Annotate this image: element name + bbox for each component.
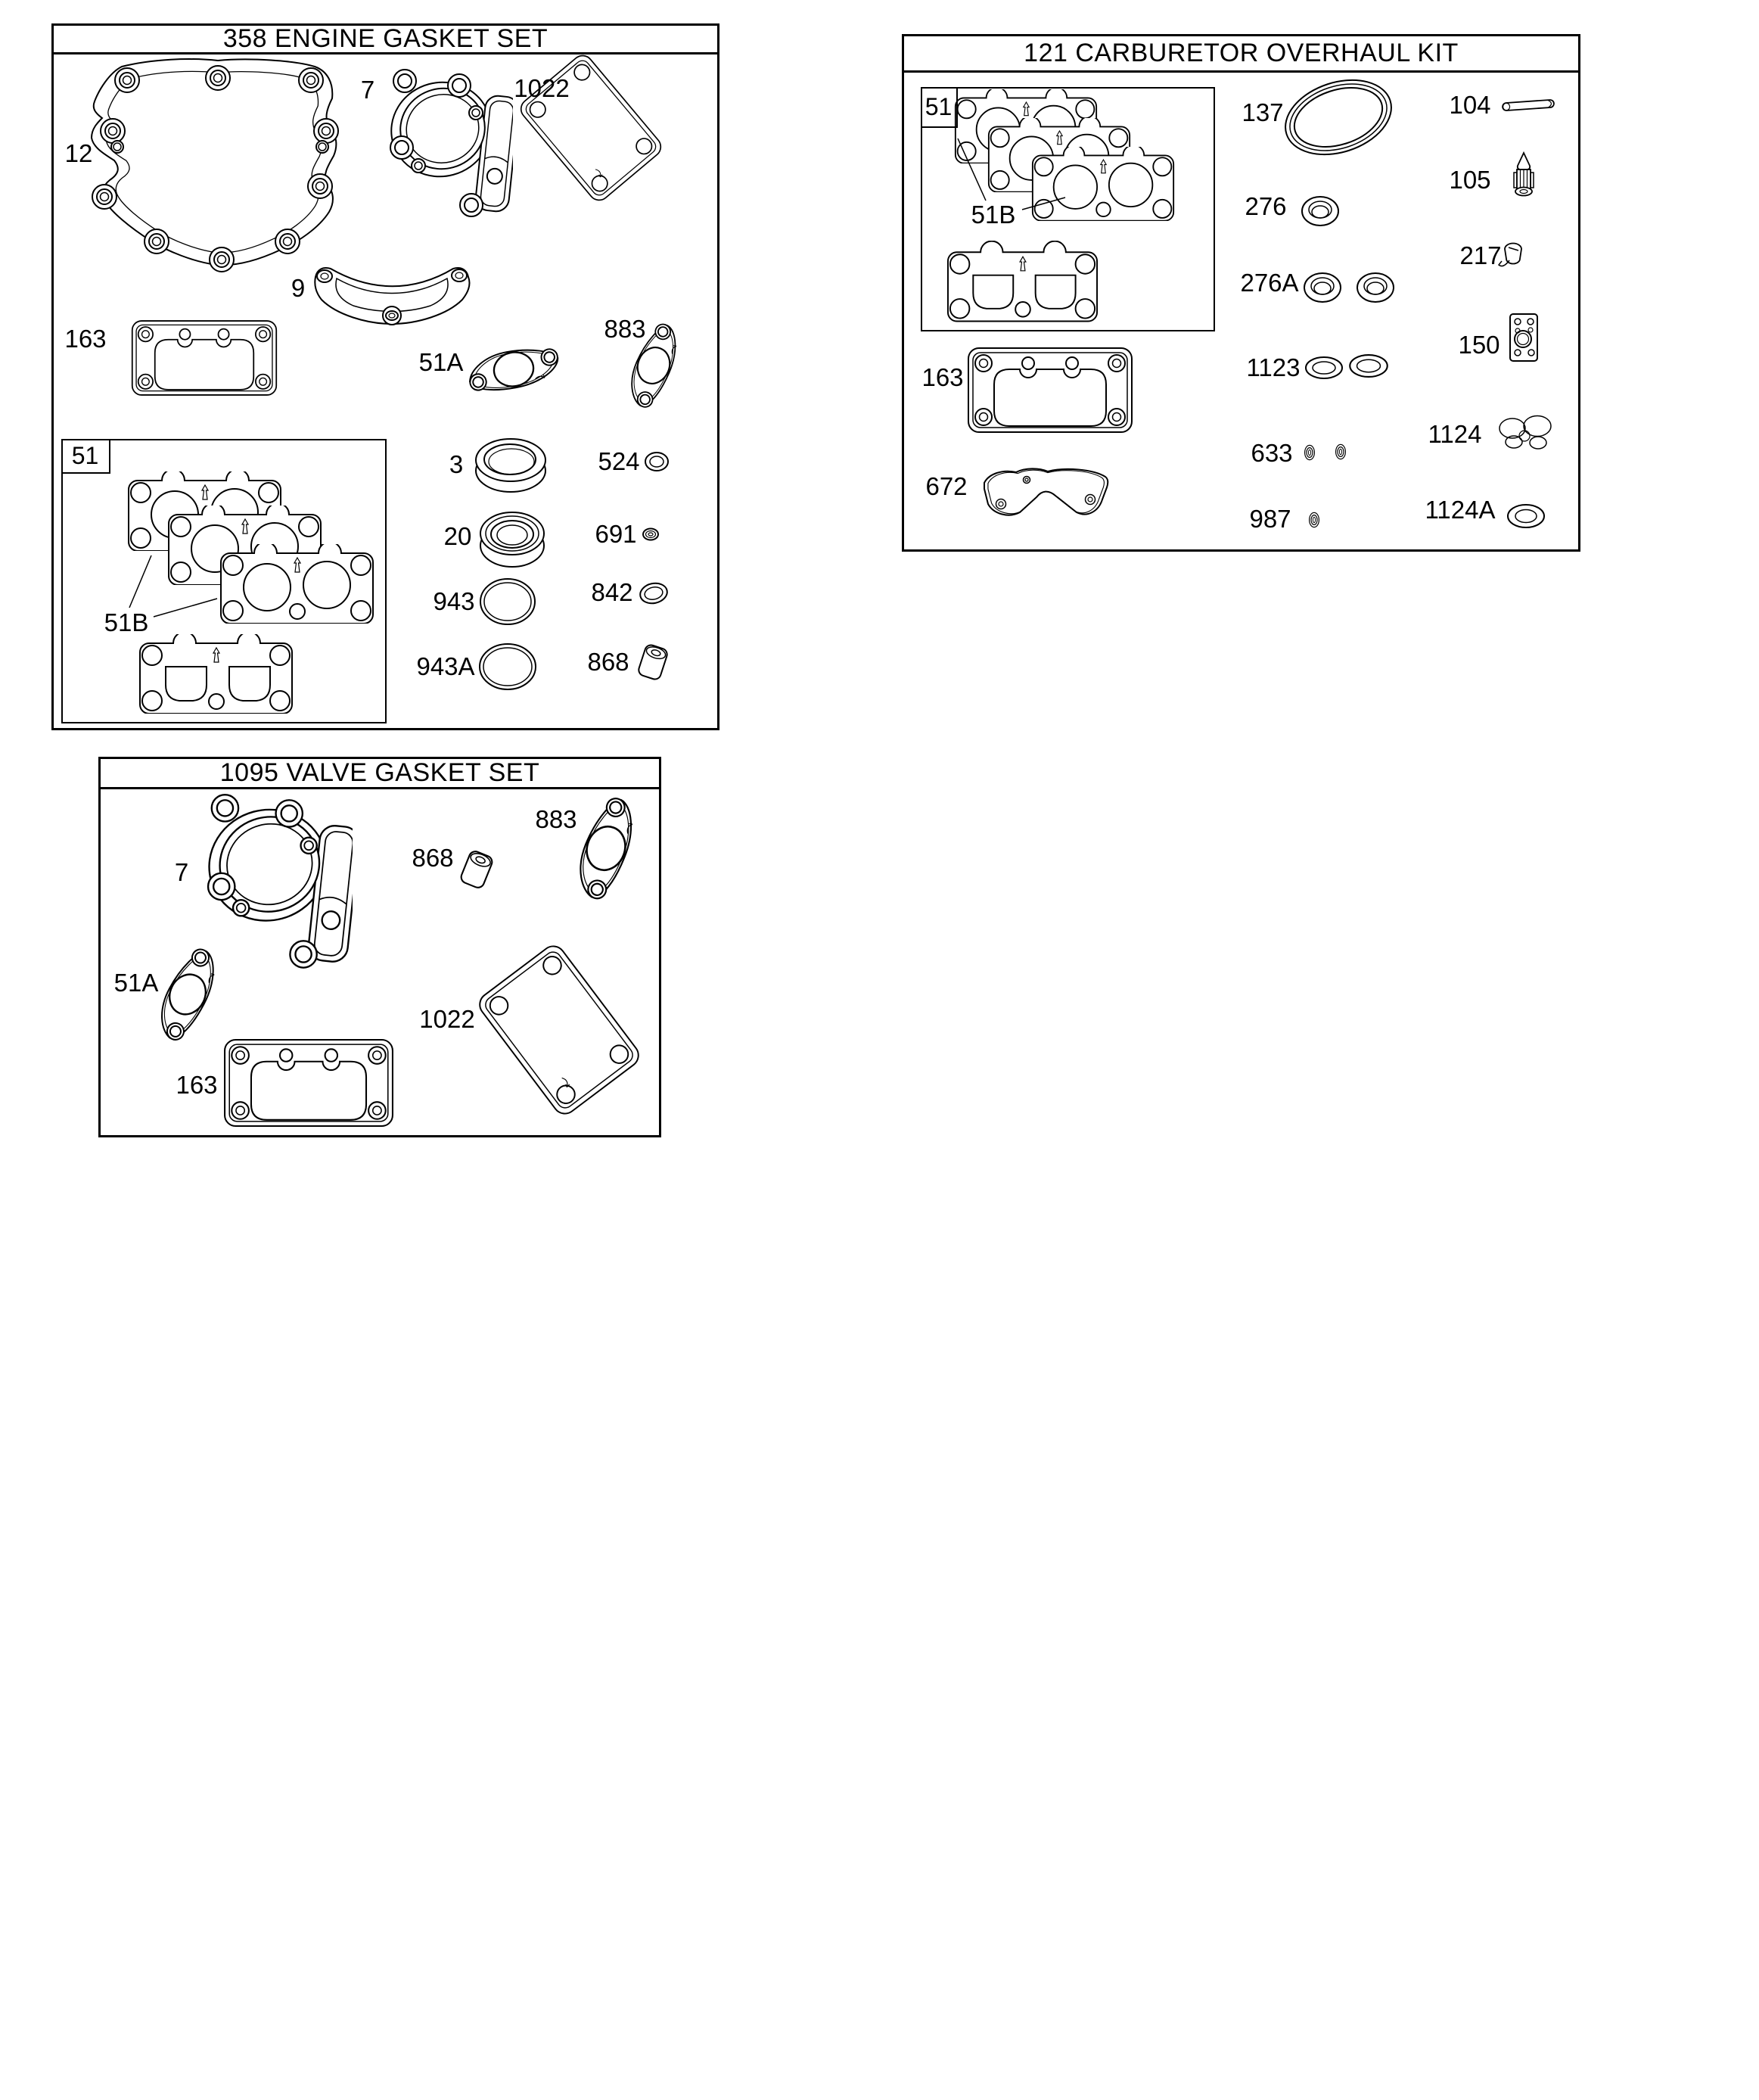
bushing-868-drawing [459, 850, 494, 890]
part-label-51A: 51A [113, 969, 159, 997]
exhaust-flange-51A-drawing [150, 944, 225, 1044]
part-label-883: 883 [604, 315, 646, 343]
pump-gasket-150-drawing [1510, 314, 1537, 361]
part-label-163: 163 [64, 325, 107, 353]
part-label-1124: 1124 [1428, 420, 1482, 448]
crankcase-gasket-drawing [92, 59, 338, 272]
oring-943-drawing [480, 579, 535, 624]
part-label-217: 217 [1459, 241, 1502, 269]
part-label-633: 633 [1251, 439, 1293, 467]
part-label-163: 163 [921, 363, 964, 391]
oring-943A-drawing [480, 644, 536, 689]
seals-276A-drawing [1304, 273, 1394, 302]
part-label-691: 691 [595, 520, 637, 548]
part-label-672: 672 [925, 472, 968, 500]
rocker-cover-gasket-drawing [475, 941, 643, 1118]
float-pin-104-drawing [1503, 100, 1555, 111]
grommets-633-drawing [1305, 444, 1346, 459]
seal-3-drawing [476, 439, 545, 492]
valve-cover-gasket-drawing [968, 348, 1132, 432]
carburetor-overhaul-kit-panel [902, 34, 1580, 552]
part-label-51: 51 [925, 92, 953, 120]
exhaust-flange-883-drawing [570, 794, 643, 903]
part-label-163: 163 [176, 1071, 218, 1099]
valve-cover-gasket-drawing [225, 1040, 393, 1126]
part-label-9: 9 [291, 274, 306, 302]
part-label-276A: 276A [1240, 269, 1299, 297]
part-label-1124A: 1124A [1425, 496, 1496, 524]
part-label-1022: 1022 [419, 1005, 475, 1033]
part-label-51A: 51A [418, 348, 464, 376]
ring-524-drawing [645, 453, 668, 471]
part-label-1022: 1022 [514, 74, 570, 102]
ring-842-drawing [639, 581, 670, 606]
head-gasket-drawing [381, 70, 520, 216]
exhaust-flange-51A-drawing [465, 342, 562, 397]
bushing-868-drawing [637, 643, 669, 680]
valve-gasket-set-panel [98, 757, 661, 1137]
part-label-12: 12 [64, 139, 93, 167]
grommet-987-drawing [1310, 512, 1319, 527]
part-label-524: 524 [598, 447, 640, 475]
panel-title: 358 ENGINE GASKET SET [54, 26, 717, 54]
part-label-20: 20 [443, 522, 472, 550]
part-label-150: 150 [1458, 331, 1500, 359]
bearing-20-drawing [480, 512, 544, 567]
cluster-1124-drawing [1500, 416, 1551, 450]
part-label-943A: 943A [416, 652, 475, 680]
nut-691-drawing [643, 529, 658, 540]
part-label-943: 943 [433, 587, 475, 615]
oring-137-drawing [1276, 67, 1400, 167]
part-label-51: 51 [71, 441, 99, 469]
ring-1124A-drawing [1508, 505, 1544, 527]
part-label-987: 987 [1249, 505, 1291, 533]
part-label-883: 883 [535, 805, 577, 833]
part-label-104: 104 [1449, 91, 1491, 119]
part-label-7: 7 [360, 76, 375, 104]
head-gasket-drawing [197, 795, 360, 967]
engine-gasket-set-panel [51, 23, 719, 730]
part-label-842: 842 [591, 578, 633, 606]
air-cleaner-gasket-672-drawing [984, 468, 1108, 515]
breather-gasket-drawing [315, 268, 469, 325]
part-label-1123: 1123 [1246, 353, 1301, 381]
panel-title: 121 CARBURETOR OVERHAUL KIT [904, 36, 1578, 73]
seal-276-drawing [1302, 197, 1338, 226]
kit-51-label-cell [921, 87, 958, 128]
part-label-105: 105 [1449, 166, 1491, 194]
panel-title: 1095 VALVE GASKET SET [101, 759, 659, 789]
part-label-3: 3 [449, 450, 464, 478]
part-label-51B: 51B [104, 608, 149, 636]
screw-217-drawing [1499, 244, 1521, 266]
kit-51-label-cell [61, 439, 110, 474]
part-label-51B: 51B [971, 201, 1016, 229]
part-label-868: 868 [412, 844, 454, 872]
part-label-276: 276 [1245, 192, 1287, 220]
part-label-868: 868 [587, 648, 629, 676]
rings-1123-drawing [1306, 355, 1388, 378]
part-label-137: 137 [1242, 98, 1284, 126]
valve-cover-gasket-drawing [132, 321, 276, 395]
needle-valve-105-drawing [1514, 153, 1534, 196]
part-label-7: 7 [174, 858, 189, 886]
kit-51-subbox [921, 87, 1215, 331]
kit-51-subbox [61, 439, 387, 723]
